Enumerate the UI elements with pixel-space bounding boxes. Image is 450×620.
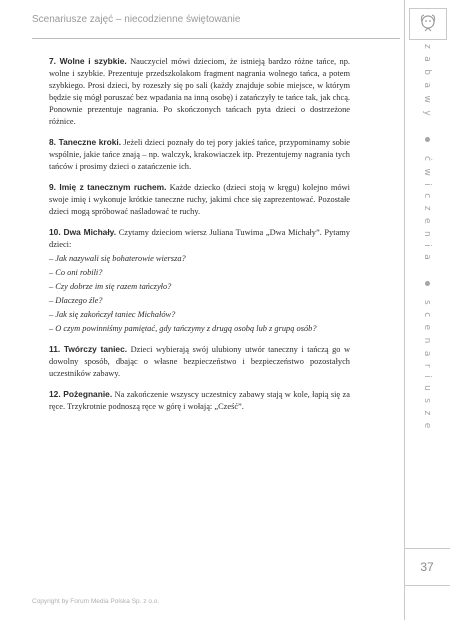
list-item: – Co oni robili? bbox=[49, 268, 103, 277]
header-divider bbox=[32, 38, 400, 39]
paragraph-12 bbox=[49, 388, 350, 413]
list-item: – Dlaczego źle? bbox=[49, 296, 103, 305]
paragraph-body: Na zakończenie wszyscy uczestnicy zabawy stają w kole, łapią się za ręce. Trzykrotnie podnoszą ręce w górę i wołają: „Cześć”. bbox=[49, 390, 350, 411]
paragraph-7 bbox=[49, 55, 350, 128]
paragraph-title: 9. Imię z tanecznym ruchem. bbox=[49, 182, 167, 192]
copyright-notice: Copyright by Forum Media Polska Sp. z o.o. bbox=[32, 598, 160, 605]
paragraph-body: Jeżeli dzieci poznały do tej pory jakieś tańce, przypominamy sobie wspólnie, jakie tańce znają – np. walczyk, krakowiaczek itp. Prezentujemy nagrania tych tańców i prosimy dzieci o zatańczenie ich. bbox=[49, 138, 350, 171]
list-item: – Jak nazywali się bohaterowie wiersza? bbox=[49, 254, 186, 263]
paragraph-body: Nauczyciel mówi dzieciom, że istnieją bardzo różne tańce, np. wolne i szybkie. Prezentuje przedszkolakom fragment nagrania wolnego tańca, a potem szybkiego. Prosi dzieci, by rozeszły się po sali (każdy znajduje sobie miejsce, w którym będzie się mógł poruszać bez wpadania na inną osobę) i zatańczyły te tańce tak, jak chcą. Ponownie prezentuje nagrania. Po skończonych tańcach pyta dzieci o dostrzeżone różnice. bbox=[49, 57, 350, 126]
sidebar-word-cwiczenia: ćwiczenia bbox=[422, 156, 432, 268]
sidebar-vertical-labels bbox=[407, 44, 447, 534]
emblem-logo bbox=[409, 8, 447, 40]
paragraph-9 bbox=[49, 181, 350, 218]
paragraph-body: Czytamy dzieciom wiersz Juliana Tuwima „Dwa Michały”. Pytamy dzieci: bbox=[49, 228, 350, 249]
main-text bbox=[49, 55, 350, 421]
sidebar-word-zabawy: zabawy bbox=[422, 44, 432, 124]
list-item: – Jak się zakończył taniec Michałów? bbox=[49, 310, 176, 319]
paragraph-title: 8. Taneczne kroki. bbox=[49, 137, 122, 147]
paragraph-title: 12. Pożegnanie. bbox=[49, 389, 113, 399]
mascot-icon bbox=[410, 9, 446, 39]
bullet-dot-icon bbox=[425, 281, 430, 286]
paragraph-title: 7. Wolne i szybkie. bbox=[49, 56, 127, 66]
paragraph-body: Każde dziecko (dzieci stoją w kręgu) kolejno mówi swoje imię i wykonuje krótkie taneczne ruchy, jakimi chce się zaprezentować. Pozostałe dzieci mogą spróbować naśladować te ruchy. bbox=[49, 183, 350, 216]
paragraph-10 bbox=[49, 226, 350, 251]
paragraph-11 bbox=[49, 343, 350, 380]
bullet-dot-icon bbox=[425, 137, 430, 142]
sidebar-word-scenariusze: scenariusze bbox=[422, 300, 432, 437]
list-item: – Czy dobrze im się razem tańczyło? bbox=[49, 282, 172, 291]
list-item: – O czym powinniśmy pamiętać, gdy tańczymy z drugą osobą lub z grupą osób? bbox=[49, 324, 317, 333]
paragraph-8 bbox=[49, 136, 350, 173]
running-header: Scenariusze zajęć – niecodzienne świętowanie bbox=[32, 14, 241, 25]
paragraph-title: 11. Twórczy taniec. bbox=[49, 344, 128, 354]
question-list bbox=[49, 253, 350, 335]
page-number: 37 bbox=[404, 548, 450, 586]
paragraph-body: Dzieci wybierają swój ulubiony utwór taneczny i tańczą go w dowolny sposób, dbając o własne bezpieczeństwo i bezpieczeństwo pozostałych uczestników zabawy. bbox=[49, 345, 351, 378]
paragraph-title: 10. Dwa Michały. bbox=[49, 227, 117, 237]
